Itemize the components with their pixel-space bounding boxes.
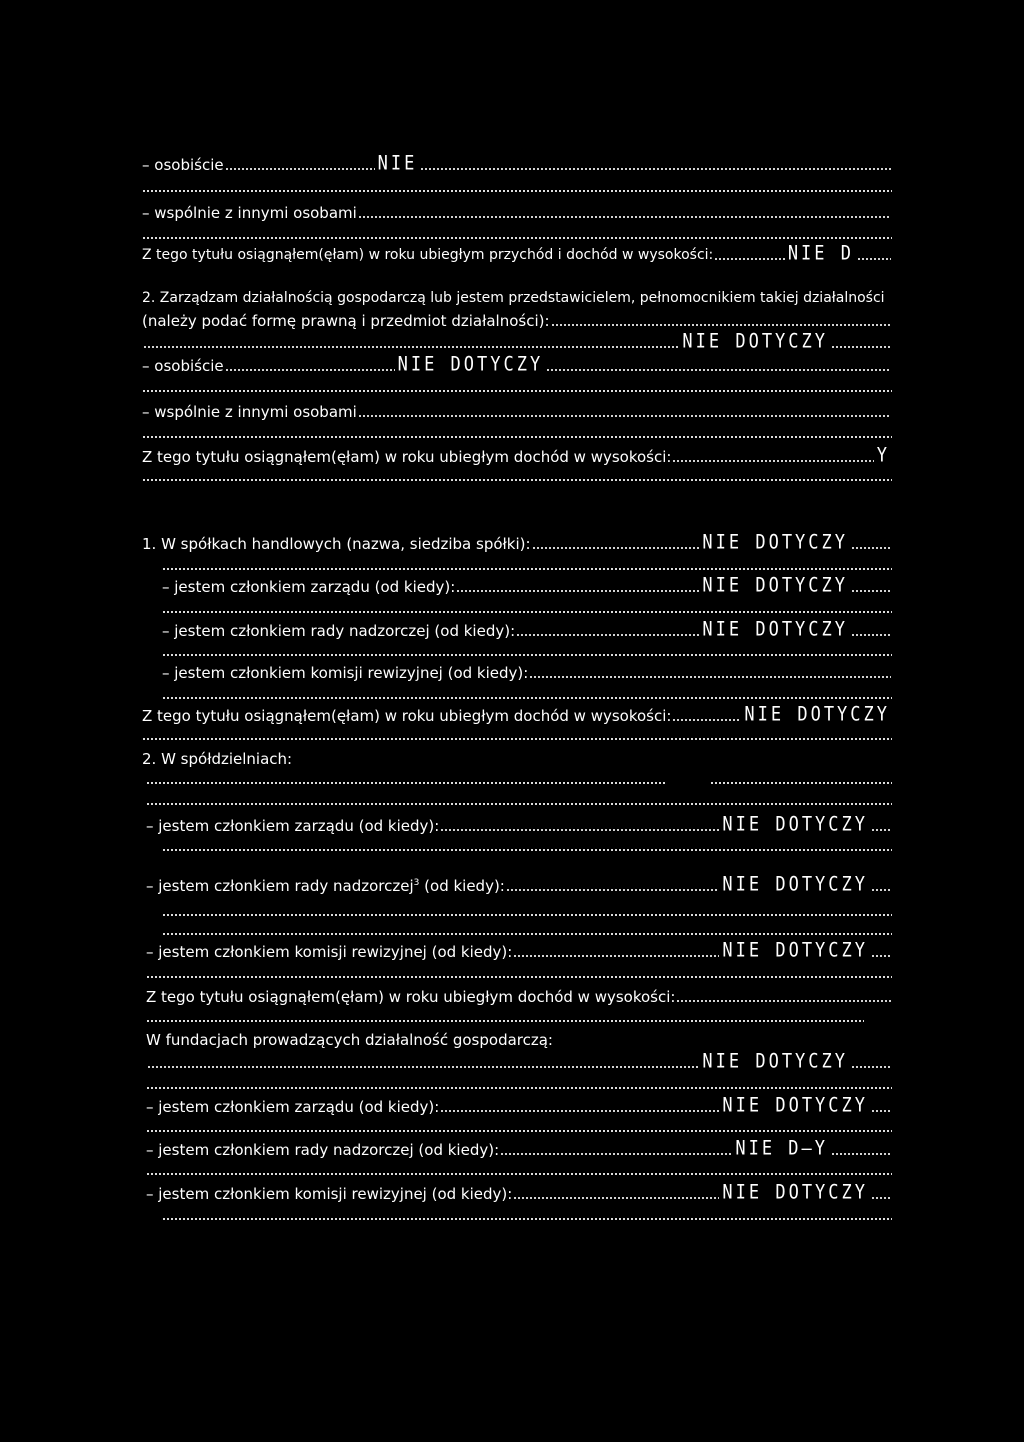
sec2-value1: NIE DOTYCZY: [682, 332, 828, 352]
sec2-osobiscie-label: – osobiście: [142, 357, 224, 375]
dotted-line: [162, 848, 892, 852]
spoldzielnie-rada-value: NIE DOTYCZY: [722, 875, 868, 895]
dotted-leader: [529, 675, 891, 679]
dotted-line: [142, 737, 892, 741]
spoldzielnie-dochod-label: Z tego tytułu osiągnąłem(ęłam) w roku ubiegłym dochód w wysokości:: [146, 988, 676, 1006]
spolki-rada-label: – jestem członkiem rady nadzorczej (od kiedy):: [162, 622, 516, 640]
sec2-line2-row: [142, 310, 892, 330]
fundacje-zarzad-row: [146, 1096, 892, 1116]
dotted-leader: [358, 215, 891, 219]
sec2-line2-text: (należy podać formę prawną i przedmiot działalności):: [142, 312, 550, 330]
fundacje-rada-row: [146, 1139, 892, 1159]
spolki-rada-row: [162, 620, 892, 640]
spoldzielnie-zarzad-value: NIE DOTYCZY: [722, 815, 868, 835]
spolki-zarzad-row: [162, 576, 892, 596]
fundacje-zarzad-label: – jestem członkiem zarządu (od kiedy):: [146, 1098, 440, 1116]
dotted-leader: [672, 718, 741, 722]
sec2-line1: [142, 287, 892, 307]
dotted-leader: [831, 345, 891, 349]
dotted-leader: [714, 257, 785, 261]
fundacje-title-row: [146, 1029, 892, 1049]
fundacje-rada-label: – jestem członkiem rady nadzorczej (od kiedy):: [146, 1141, 500, 1159]
fundacje-title-value: NIE DOTYCZY: [702, 1052, 848, 1072]
dotted-line: [146, 975, 892, 979]
dotted-leader: [676, 999, 891, 1003]
dotted-line: [146, 1129, 892, 1133]
dotted-line: [142, 435, 892, 439]
fundacje-value-row: [146, 1052, 892, 1072]
dotted-line: [146, 781, 666, 785]
fundacje-komisja-label: – jestem członkiem komisji rewizyjnej (od kiedy):: [146, 1185, 513, 1203]
spolki-title-row: [142, 533, 892, 553]
dotted-leader: [513, 954, 719, 958]
dotted-line: [146, 1172, 892, 1176]
top-osobiscie-row: [142, 154, 892, 174]
dotted-leader: [831, 1152, 891, 1156]
dotted-line: [710, 781, 892, 785]
spoldzielnie-zarzad-row: [146, 815, 892, 835]
top-wspolnie-label: – wspólnie z innymi osobami: [142, 204, 357, 222]
sec2-osobiscie-row: [142, 355, 892, 375]
spoldzielnie-komisja-label: – jestem członkiem komisji rewizyjnej (od kiedy):: [146, 943, 513, 961]
dotted-leader: [420, 167, 891, 171]
top-dochod-row: [142, 244, 892, 264]
dotted-leader: [143, 345, 679, 349]
dotted-leader: [857, 257, 891, 261]
dotted-leader: [513, 1196, 719, 1200]
dotted-line: [162, 1217, 892, 1221]
dotted-leader: [851, 589, 891, 593]
dotted-leader: [225, 167, 375, 171]
sec2-dochod-label: Z tego tytułu osiągnąłem(ęłam) w roku ubiegłym dochód w wysokości:: [142, 448, 672, 466]
fundacje-rada-value: NIE D—Y: [735, 1139, 828, 1159]
dotted-leader: [506, 888, 720, 892]
spolki-komisja-row: [162, 662, 892, 682]
top-wspolnie-row: [142, 202, 892, 222]
spoldzielnie-title: 2. W spółdzielniach:: [142, 750, 293, 768]
dotted-leader: [440, 828, 719, 832]
spolki-dochod-row: [142, 705, 892, 725]
fundacje-title: W fundacjach prowadzących działalność gospodarczą:: [146, 1031, 553, 1049]
spoldzielnie-komisja-row: [146, 941, 892, 961]
dotted-leader: [871, 828, 891, 832]
dotted-line: [142, 236, 892, 240]
dotted-leader: [871, 954, 891, 958]
dotted-leader: [456, 589, 699, 593]
dotted-line: [162, 932, 892, 936]
spoldzielnie-rada-row: [146, 875, 892, 895]
dotted-line: [162, 913, 892, 917]
spolki-dochod-label: Z tego tytułu osiągnąłem(ęłam) w roku ubiegłym dochód w wysokości:: [142, 707, 672, 725]
spolki-title: 1. W spółkach handlowych (nazwa, siedziba spółki):: [142, 535, 531, 553]
fundacje-zarzad-value: NIE DOTYCZY: [722, 1096, 868, 1116]
dotted-leader: [546, 368, 891, 372]
sec2-osobiscie-value: NIE DOTYCZY: [397, 355, 544, 375]
dotted-leader: [225, 368, 395, 372]
dotted-line: [162, 610, 892, 614]
dotted-leader: [871, 888, 891, 892]
spolki-rada-value: NIE DOTYCZY: [702, 620, 848, 640]
dotted-line: [142, 478, 892, 482]
dotted-line: [162, 653, 892, 657]
dotted-leader: [440, 1109, 719, 1113]
sec2-dochod-row: [142, 446, 892, 466]
top-osobiscie-label: – osobiście: [142, 156, 224, 174]
dotted-leader: [516, 633, 699, 637]
dotted-line: [142, 389, 892, 393]
spoldzielnie-rada-label: – jestem członkiem rady nadzorczej$^3$ (od kiedy):: [146, 877, 505, 895]
dotted-leader: [358, 414, 891, 418]
spolki-zarzad-value: NIE DOTYCZY: [702, 576, 848, 596]
sec2-dochod-value: Y: [876, 446, 890, 466]
spoldzielnie-dochod-row: [146, 986, 892, 1006]
top-dochod-value: NIE D: [787, 244, 854, 264]
top-osobiscie-value: NIE: [377, 154, 418, 174]
sec2-wspolnie-label: – wspólnie z innymi osobami: [142, 403, 357, 421]
dotted-line: [162, 567, 892, 571]
top-dochod-label: Z tego tytułu osiągnąłem(ęłam) w roku ubiegłym przychód i dochód w wysokości:: [142, 247, 714, 263]
spolki-komisja-label: – jestem członkiem komisji rewizyjnej (od kiedy):: [162, 664, 529, 682]
dotted-line: [142, 189, 892, 193]
dotted-line: [146, 1019, 864, 1023]
spoldzielnie-zarzad-label: – jestem członkiem zarządu (od kiedy):: [146, 817, 440, 835]
fundacje-komisja-value: NIE DOTYCZY: [722, 1183, 868, 1203]
dotted-leader: [851, 1065, 891, 1069]
sec2-wspolnie-row: [142, 401, 892, 421]
dotted-leader: [147, 1065, 699, 1069]
dotted-leader: [851, 633, 891, 637]
dotted-leader: [672, 459, 873, 463]
dotted-leader: [871, 1196, 891, 1200]
dotted-leader: [532, 546, 700, 550]
spolki-dochod-value: NIE DOTYCZY: [744, 705, 890, 725]
dotted-line: [146, 802, 892, 806]
spolki-title-value: NIE DOTYCZY: [702, 533, 848, 553]
dotted-line: [162, 696, 892, 700]
dotted-leader: [871, 1109, 891, 1113]
sec2-line1-text: 2. Zarządzam działalnością gospodarczą lub jestem przedstawicielem, pełnomocnikiem takiej działalności: [142, 290, 885, 306]
footnote-3: 3: [413, 878, 420, 888]
spoldzielnie-title-row: [142, 748, 892, 768]
dotted-leader: [551, 323, 891, 327]
dotted-leader: [500, 1152, 732, 1156]
fundacje-komisja-row: [146, 1183, 892, 1203]
spoldzielnie-komisja-value: NIE DOTYCZY: [722, 941, 868, 961]
dotted-leader: [851, 546, 891, 550]
sec2-value-row: [142, 332, 892, 352]
dotted-line: [146, 1086, 892, 1090]
spolki-zarzad-label: – jestem członkiem zarządu (od kiedy):: [162, 578, 456, 596]
